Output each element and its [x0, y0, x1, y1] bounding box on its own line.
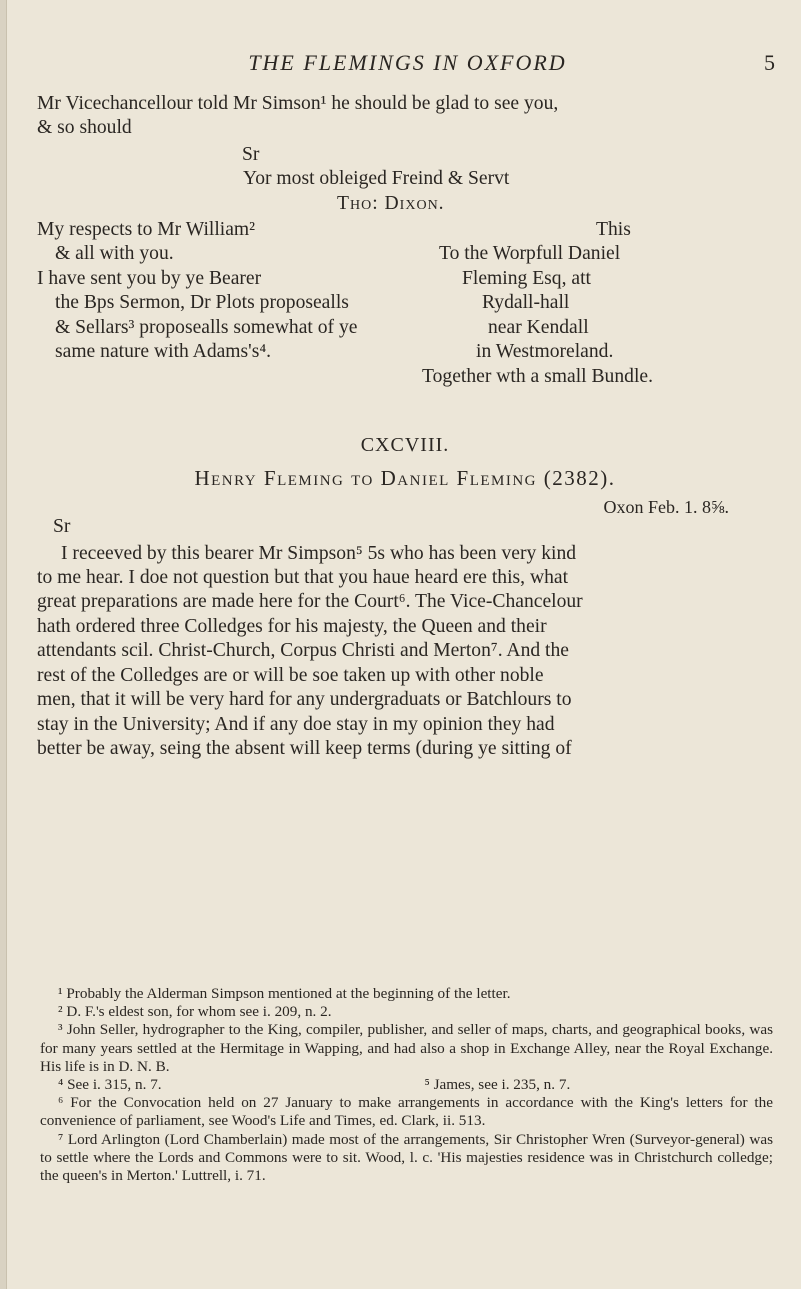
address-line: To the Worpfull Daniel	[439, 243, 621, 265]
address-line: near Kendall	[488, 316, 589, 338]
letter-1-closing	[37, 92, 773, 216]
address	[384, 218, 774, 390]
letter-number: CXCVIII.	[360, 434, 450, 457]
page-body	[37, 92, 773, 761]
body-line: hath ordered three Colledges for his majesty, the Queen and their	[37, 615, 547, 637]
footnote-row	[40, 1076, 773, 1094]
letter-body	[37, 542, 773, 762]
dateline: Oxon Feb. 1. 8⅝.	[603, 496, 729, 517]
letter-heading: Henry Fleming to Daniel Fleming (2382).	[194, 466, 616, 491]
page-number: 5	[764, 50, 775, 75]
body-line: men, that it will be very hard for any undergraduats or Batchlours to	[37, 689, 572, 711]
body-line: rest of the Colledges are or will be soe taken up with other noble	[37, 664, 544, 686]
address-line: Fleming Esq, att	[462, 267, 591, 289]
running-head-title: THE FLEMINGS IN OXFORD	[248, 50, 567, 75]
body-line: I receeved by this bearer Mr Simpson⁵ 5s who has been very kind	[61, 542, 577, 564]
closing-formula: Yor most obleiged Freind & Servt	[243, 168, 510, 190]
footnote-6: ⁶ For the Convocation held on 27 January to make arrangements in accordance with the King's letters for the convenience of parliament, see Wood's Life and Times, ed. Clark, ii. 513.	[40, 1094, 773, 1130]
ps-line: same nature with Adams's⁴.	[55, 341, 272, 363]
body-line: great preparations are made here for the Court⁶. The Vice-Chancelour	[37, 591, 583, 613]
footnote-1: ¹ Probably the Alderman Simpson mentioned at the beginning of the letter.	[58, 985, 511, 1002]
text-line: Mr Vicechancellour told Mr Simson¹ he should be glad to see you,	[37, 93, 559, 114]
footnotes	[40, 985, 773, 1185]
footnote-4: ⁴ See i. 315, n. 7.	[58, 1076, 162, 1094]
running-head	[40, 50, 775, 80]
address-line: Rydall-hall	[482, 292, 570, 314]
postscript-and-address	[37, 218, 773, 413]
body-line: attendants scil. Christ-Church, Corpus Christi and Merton⁷. And the	[37, 640, 569, 662]
ps-line: the Bps Sermon, Dr Plots proposealls	[55, 292, 349, 314]
address-line: This	[596, 219, 631, 241]
ps-line: I have sent you by ye Bearer	[37, 267, 262, 289]
address-line: Together wth a small Bundle.	[422, 366, 653, 388]
body-line: stay in the University; And if any doe stay in my opinion they had	[37, 713, 555, 735]
footnote-5: ⁵ James, see i. 235, n. 7.	[424, 1076, 571, 1094]
ps-line: My respects to Mr William²	[37, 219, 256, 241]
body-line: to me hear. I doe not question but that you haue heard ere this, what	[37, 567, 569, 589]
footnote-2: ² D. F.'s eldest son, for whom see i. 209, n. 2.	[58, 1003, 332, 1021]
ps-line: & Sellars³ proposealls somewhat of ye	[55, 316, 358, 338]
closing-sir: Sr	[242, 143, 260, 165]
footnote-3: ³ John Seller, hydrographer to the King, compiler, publisher, and seller of maps, charts, and geographical books, was for many years settled at the Hermitage in Wapping, and had also a shop in Exchange Alley, near the Royal Exchange. His life is in D. N. B.	[40, 1021, 773, 1075]
footnote-7: ⁷ Lord Arlington (Lord Chamberlain) made most of the arrangements, Sir Christopher Wren (Surveyor-general) was to settle where the Lords and Commons were to sit. Wood, l. c. 'His majesties residence was in Christchurch colledge; the queen's in Merton.' Luttrell, i. 71.	[40, 1130, 773, 1185]
text-line: & so should	[37, 117, 132, 139]
page-gutter-edge	[0, 0, 7, 1289]
salutation: Sr	[53, 516, 71, 538]
signature: Tho: Dixon.	[337, 192, 445, 214]
address-line: in Westmoreland.	[476, 341, 614, 363]
body-line: better be away, seing the absent will keep terms (during ye sitting of	[37, 737, 572, 759]
ps-line: & all with you.	[55, 243, 174, 265]
postscript	[37, 218, 417, 364]
